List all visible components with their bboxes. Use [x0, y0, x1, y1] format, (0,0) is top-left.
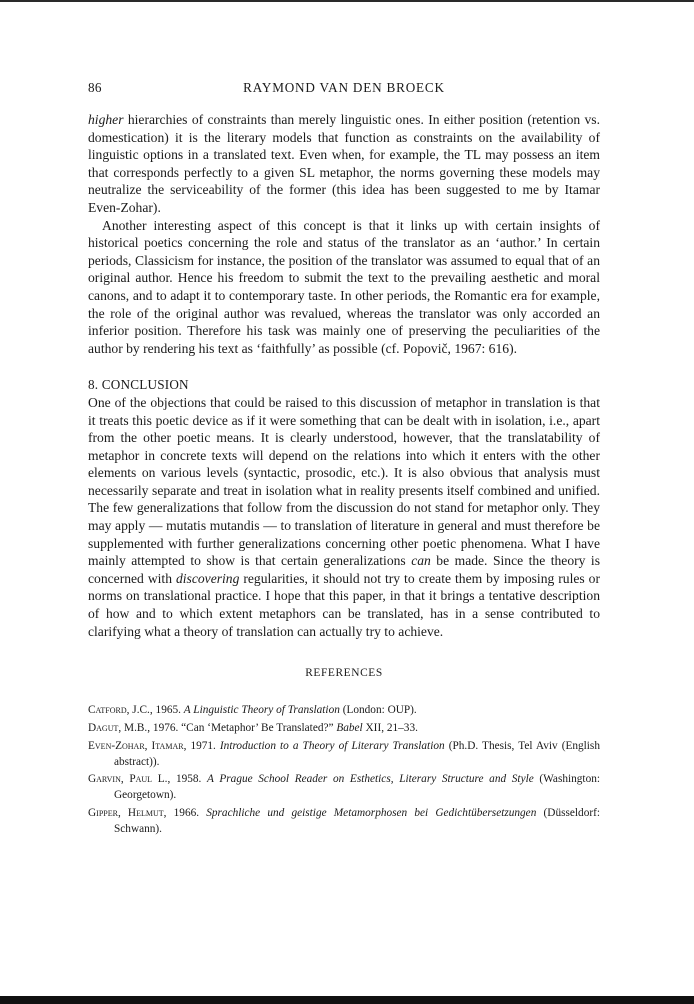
reference-author: Garvin, Paul L.	[88, 773, 168, 786]
reference-item	[88, 806, 600, 838]
reference-author: Even-Zohar, Itamar	[88, 739, 184, 752]
reference-year: , 1971.	[183, 739, 220, 752]
reference-article-title: “Can ‘Metaphor’ Be Translated?”	[181, 722, 337, 735]
references-heading: REFERENCES	[305, 667, 383, 680]
paragraph-3	[88, 394, 600, 640]
running-title: RAYMOND VAN DEN BROECK	[243, 80, 445, 95]
reference-author: Catford, J.C.	[88, 704, 150, 717]
reference-author: Gipper, Helmut	[88, 807, 164, 819]
section-heading: 8. CONCLUSION	[88, 377, 189, 393]
reference-item	[88, 739, 600, 771]
reference-item	[88, 703, 600, 719]
reference-rest: (London: OUP).	[339, 704, 417, 717]
paragraph-1	[88, 111, 600, 217]
reference-rest: (Düsseldorf: Schwann).	[114, 807, 600, 835]
reference-year: , 1966.	[163, 807, 207, 819]
reference-year: , 1976.	[147, 722, 182, 735]
references-list	[88, 703, 600, 837]
reference-author: Dagut, M.B.	[88, 722, 148, 735]
page	[88, 80, 600, 840]
paragraph-3-part-a: One of the objections that could be raised to this discussion of metaphor in translation is that it treats this poetic device as if it were something that can be dealt with in isolation, i.e., apart from the other poetic means. It is clearly understood, however, that the translatability of metaphor in concrete texts will depend on the relations into which it enters with the other elements on various levels (syntactic, prosodic, etc.). It is also obvious that analysis must necessarily separate and treat in isolation what in reality presents itself combined and unified. The few generalizations that follow from the discussion do not stand for metaphor only. They may apply — mutatis mutandis — to translation of literature in general and must therefore be supplemented with further generalizations concerning other poetic phenomena. What I have mainly attempted to show is that certain generalizations	[88, 394, 600, 569]
reference-title: Babel	[336, 722, 363, 735]
reference-year: , 1965.	[149, 704, 184, 717]
reference-rest: (Washington: Georgetown).	[114, 773, 600, 802]
reference-rest: XII, 21–33.	[362, 722, 418, 735]
reference-title: Introduction to a Theory of Literary Translation	[219, 739, 445, 752]
page-number: 86	[88, 80, 102, 95]
reference-item	[88, 772, 600, 804]
italic-discovering: discovering	[175, 570, 240, 586]
paragraph-2: Another interesting aspect of this concept is that it links up with certain insights of historical poetics concerning the role and status of the translator as an ‘author.’ In certain periods, Classicism for instance, the position of the translator was assumed to equal that of an original author. Hence his freedom to submit the text to the prevailing aesthetic and moral canons, and to adapt it to contemporary taste. In other periods, the Romantic era for example, the role of the original author was revalued, whereas the translator was only accorded an inferior position. Therefore his task was mainly one of preserving the peculiarities of the author by rendering his text as ‘faithfully’ as possible (cf. Popovič, 1967: 616).	[88, 217, 600, 356]
reference-item	[88, 721, 600, 737]
italic-can: can	[411, 553, 431, 569]
paragraph-3-part-c: regularities, it should not try to create them by imposing rules or norms on translational practice. I hope that this paper, in that it brings a tentative description of how and to which extent metaphors can be translated, has in a sense contributed to clarifying what a theory of translation can actually try to achieve.	[88, 570, 600, 639]
body-text	[88, 111, 600, 640]
paragraph-3-part-b: be made. Since the theory is concerned with	[88, 553, 600, 586]
bottom-rule	[0, 996, 694, 1004]
top-rule	[0, 0, 694, 2]
running-head	[88, 80, 600, 100]
paragraph-1-text: hierarchies of constraints than merely linguistic ones. In either position (retention vs. domestication) it is the literary models that function as constraints on the availability of linguistic options in a translated text. Even when, for example, the TL may possess an item that corresponds perfectly to a given SL metaphor, the norms governing these models may neutralize the serviceability of the former (this idea has been suggested to me by Itamar Even-Zohar).	[88, 112, 600, 215]
reference-title: A Linguistic Theory of Translation	[183, 704, 340, 717]
reference-year: , 1958.	[167, 773, 208, 786]
reference-title: Sprachliche und geistige Metamorphosen bei Gedichtübersetzungen	[206, 807, 537, 819]
reference-title: A Prague School Reader on Esthetics, Literary Structure and Style	[207, 773, 534, 786]
reference-rest: (Ph.D. Thesis, Tel Aviv (English abstract)).	[114, 739, 600, 768]
italic-higher: higher	[88, 112, 124, 127]
